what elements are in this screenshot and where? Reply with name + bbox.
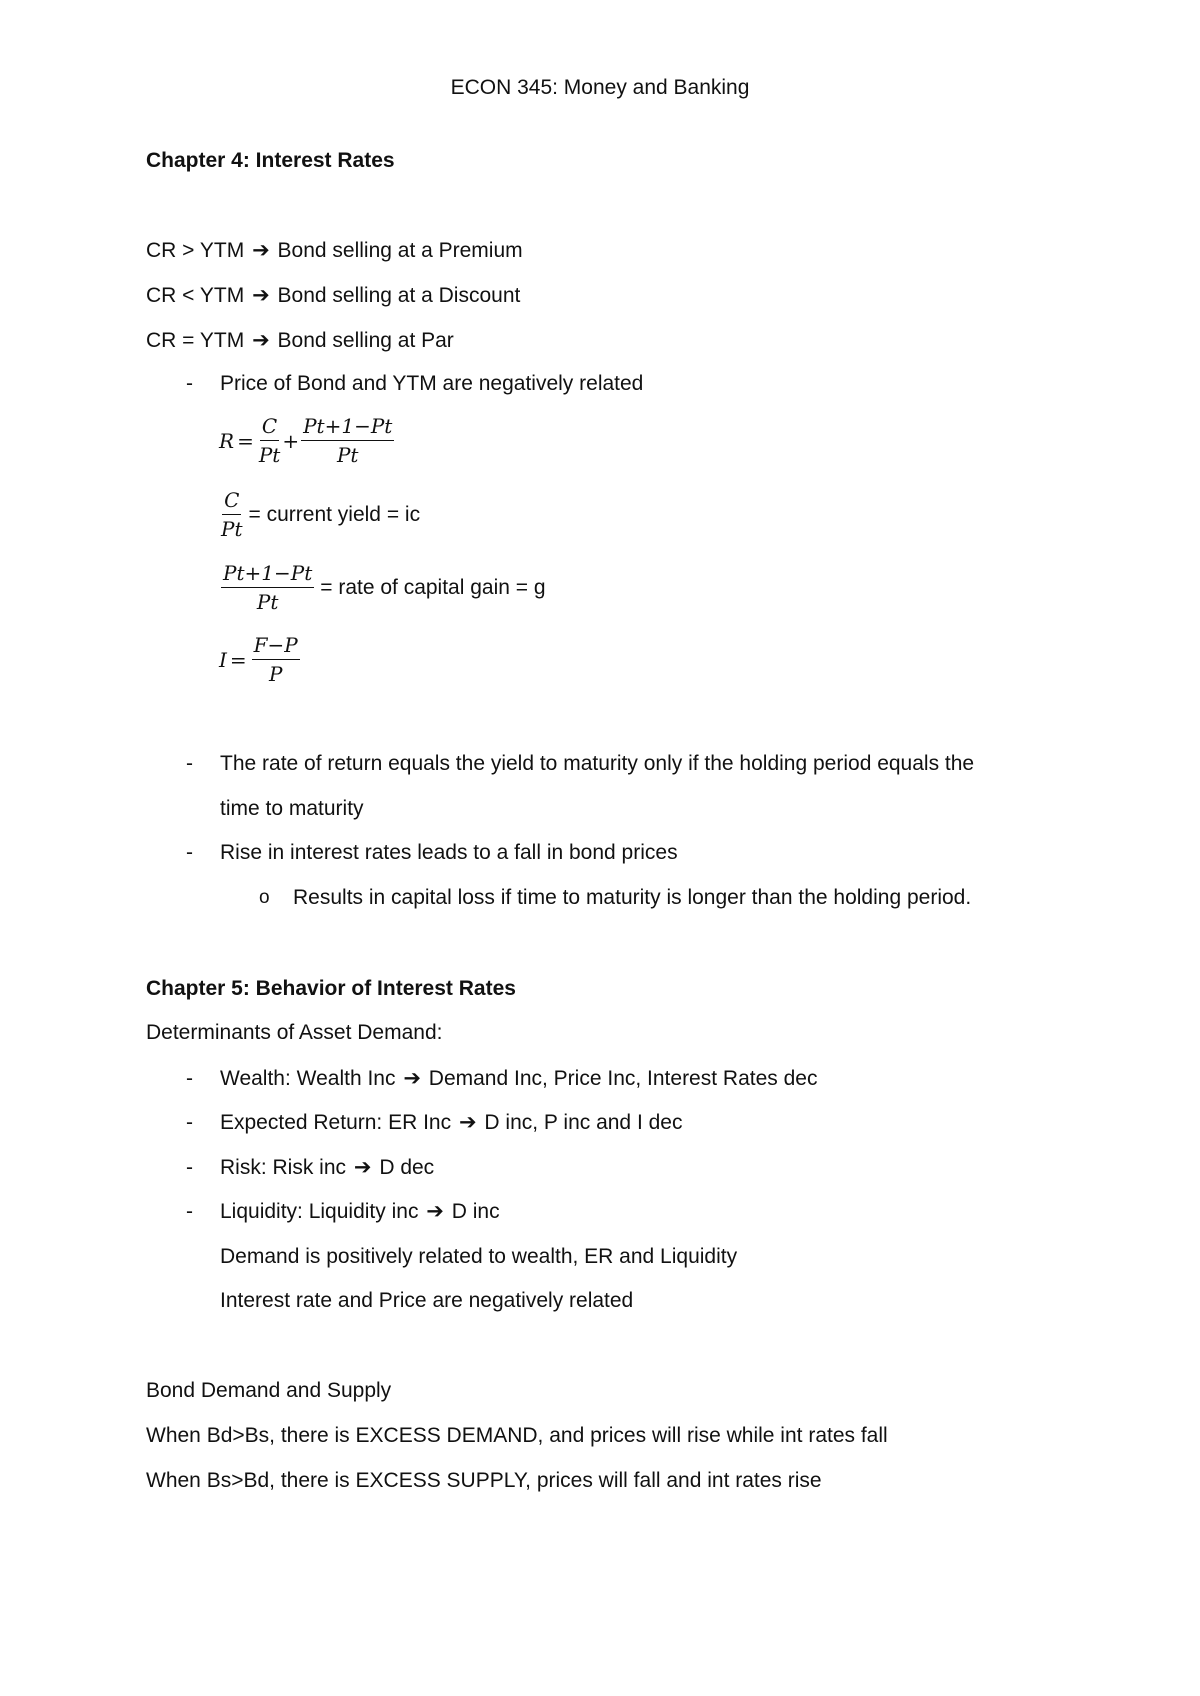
arrow-right-icon: ➔ (426, 1200, 444, 1223)
fraction (221, 488, 243, 541)
determinant-wealth (220, 1066, 817, 1092)
chapter-5-heading: Chapter 5: Behavior of Interest Rates (146, 977, 516, 1000)
arrow-right-icon: ➔ (458, 1111, 477, 1134)
determinant-cause: Risk: Risk inc (220, 1156, 347, 1179)
dash-bullet: - (186, 1067, 193, 1090)
fraction-numerator: C (260, 414, 279, 441)
note-positive-relation: Demand is positively related to wealth, ER and Liquidity (220, 1245, 738, 1268)
determinant-effect: D inc, P inc and I dec (484, 1111, 683, 1134)
row-condition: CR < YTM (146, 284, 245, 307)
fraction-denominator: Pt (258, 443, 281, 467)
fraction-numerator: F−P (252, 633, 300, 660)
determinant-expected-return (220, 1110, 682, 1136)
row-result: Bond selling at a Premium (277, 239, 523, 262)
fraction-denominator: Pt (256, 590, 279, 614)
asset-demand-subheading: Determinants of Asset Demand: (146, 1021, 443, 1044)
formula-description: = current yield = ic (248, 502, 421, 526)
bond-excess-supply: When Bs>Bd, there is EXCESS SUPPLY, prices will fall and int rates rise (146, 1469, 822, 1492)
formula-capital-gain (219, 561, 546, 614)
sub-bullet-capital-loss: Results in capital loss if time to maturity is longer than the holding period. (293, 886, 972, 909)
fraction-denominator: Pt (221, 517, 243, 541)
fraction (221, 561, 314, 614)
bullet-price-ytm: Price of Bond and YTM are negatively related (220, 372, 644, 395)
formula-description: = rate of capital gain = g (320, 575, 546, 599)
row-result: Bond selling at Par (277, 329, 454, 352)
dash-bullet: - (186, 372, 193, 395)
fraction-denominator: Pt (336, 443, 359, 467)
fraction-numerator: Pt+1−Pt (221, 561, 314, 588)
bond-demand-supply-heading: Bond Demand and Supply (146, 1379, 392, 1402)
fraction-denominator: P (268, 662, 283, 686)
arrow-right-icon: ➔ (252, 329, 270, 352)
fraction (259, 414, 281, 467)
document-title: ECON 345: Money and Banking (450, 76, 750, 99)
row-condition: CR = YTM (146, 329, 245, 352)
cr-ytm-par-row (146, 328, 454, 354)
determinant-cause: Expected Return: ER Inc (220, 1111, 452, 1134)
cr-ytm-discount-row (146, 283, 520, 309)
note-negative-relation: Interest rate and Price are negatively related (220, 1289, 634, 1312)
arrow-right-icon: ➔ (403, 1067, 421, 1090)
formula-rate-of-return (219, 414, 396, 467)
dash-bullet: - (186, 752, 193, 775)
formula-operator: = (237, 428, 254, 453)
determinant-cause: Liquidity: Liquidity inc (220, 1200, 419, 1223)
bullet-rise-in-rates: Rise in interest rates leads to a fall in bond prices (220, 841, 678, 864)
determinant-liquidity (220, 1199, 500, 1225)
chapter-4-heading: Chapter 4: Interest Rates (146, 149, 395, 172)
dash-bullet: - (186, 1111, 193, 1134)
determinant-risk (220, 1155, 434, 1181)
formula-interest (219, 633, 302, 686)
dash-bullet: - (186, 841, 193, 864)
row-result: Bond selling at a Discount (277, 284, 521, 307)
arrow-right-icon: ➔ (252, 284, 270, 307)
arrow-right-icon: ➔ (353, 1156, 372, 1179)
fraction (301, 414, 394, 467)
fraction (252, 633, 300, 686)
cr-ytm-premium-row (146, 238, 523, 264)
fraction-numerator: C (222, 488, 241, 515)
formula-operator: = (229, 647, 247, 672)
determinant-effect: D inc (451, 1200, 500, 1223)
formula-symbol: R (219, 428, 235, 453)
determinant-cause: Wealth: Wealth Inc (220, 1067, 396, 1090)
dash-bullet: - (186, 1200, 193, 1223)
bullet-rate-of-return: The rate of return equals the yield to maturity only if the holding period equals the (220, 752, 975, 775)
formula-symbol: I (219, 647, 227, 672)
formula-operator: + (282, 428, 300, 453)
dash-bullet: - (186, 1156, 193, 1179)
formula-current-yield (219, 488, 420, 541)
bullet-rate-of-return-continued: time to maturity (220, 797, 364, 820)
determinant-effect: Demand Inc, Price Inc, Interest Rates dec (428, 1067, 818, 1090)
circle-bullet: o (259, 887, 270, 908)
fraction-numerator: Pt+1−Pt (301, 414, 394, 441)
bond-excess-demand: When Bd>Bs, there is EXCESS DEMAND, and prices will rise while int rates fall (146, 1424, 888, 1447)
row-condition: CR > YTM (146, 239, 245, 262)
arrow-right-icon: ➔ (252, 239, 270, 262)
determinant-effect: D dec (379, 1156, 435, 1179)
